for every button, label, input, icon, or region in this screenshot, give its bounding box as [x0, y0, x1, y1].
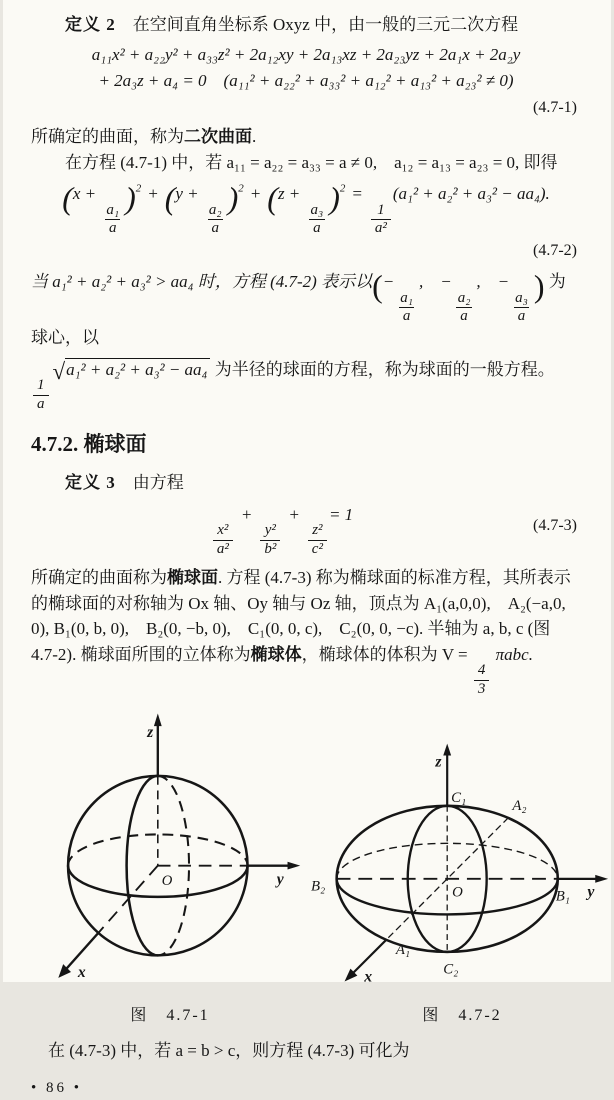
vertex-label-a1: A₁ — [395, 941, 411, 958]
equation-4-7-1-number: (4.7-1) — [533, 99, 577, 117]
eq3-rhs: = 1 — [328, 504, 354, 524]
y-axis-arrow — [288, 862, 301, 870]
z-axis-label: z — [435, 753, 442, 771]
squared-exponent: 2 — [135, 182, 142, 195]
x-axis-label: x — [77, 963, 86, 981]
definition-2-label: 定义 2 — [65, 15, 116, 34]
comma-separator: , — [476, 272, 498, 292]
closing-paragraph: 在 (4.7-3) 中，若 a = b > c，则方程 (4.7-3) 可化为 — [48, 1040, 410, 1060]
definition-3-paragraph — [31, 470, 581, 496]
figure-4-7-1-caption: 图 4.7-1 — [130, 1006, 210, 1024]
definition-2-paragraph — [31, 12, 581, 38]
sphere-meridian-front — [127, 776, 158, 955]
figure-4-7-1-sphere — [31, 708, 309, 996]
fraction-a1-a: $\frac{\text{a₁}}{a}$ — [400, 289, 413, 325]
x-axis-hidden — [98, 866, 158, 933]
plus-operator: + — [147, 184, 159, 204]
equation-4-7-2 — [31, 181, 581, 237]
figures-row — [31, 708, 595, 1028]
ellipsoid-description-paragraph — [31, 565, 581, 697]
rparen: ) — [533, 268, 545, 305]
fraction-y2-b2: $\frac{\text{y²}}{\text{b²}}$ — [260, 523, 280, 558]
ellipsoid-text-1: 所确定的曲面称为 — [31, 568, 167, 588]
comma-separator: , — [418, 272, 441, 292]
y-axis-label: y — [276, 871, 284, 889]
rparen: ) — [125, 180, 136, 217]
fraction-a2-a: $\frac{\text{a₂}}{a}$ — [457, 289, 471, 325]
definition-3-label: 定义 3 — [65, 473, 116, 492]
figure-4-7-2-container — [309, 740, 614, 1028]
rparen: ) — [227, 180, 239, 217]
y-axis-arrow — [595, 875, 608, 883]
equation-4-7-3-number: (4.7-3) — [533, 516, 577, 534]
textbook-page — [3, 0, 611, 1097]
z-axis-arrow — [443, 744, 451, 756]
lparen: ( — [267, 180, 278, 217]
equation-4-7-1 — [31, 42, 581, 95]
z-axis-label: z — [147, 723, 154, 741]
figure-4-7-2-ellipsoid — [309, 740, 614, 996]
quadric-post-text: . — [252, 127, 257, 147]
plus-operator: + — [249, 184, 262, 204]
fraction-z2-c2: $\frac{\text{z²}}{\text{c²}}$ — [308, 523, 327, 558]
equation-4-7-3 — [31, 502, 581, 558]
vertex-label-b1: B₁ — [555, 888, 570, 905]
sphere-condition-paragraph: 在方程 (4.7-1) 中，若 a₁₁ = a₂₂ = a₃₃ = a ≠ 0, a₁₂ = a₁₃ = a₂₃ = 0, 即得 — [65, 152, 558, 172]
ellipsoid-term: 椭球面 — [167, 568, 218, 588]
equation-4-7-1-line2: + 2a₃z + a₄ = 0 (a₁₁² + a₂₂² + a₃₃² + a₁₂² + a₁₃² + a₂₃² ≠ 0) — [98, 70, 514, 90]
minus-sign: − — [497, 272, 510, 292]
eq2-term-y: y + — [175, 184, 203, 204]
lparen: ( — [372, 268, 383, 305]
ellipsoid-text-2: . 方程 (4.7-3) 称为椭球面的标准方程，其所表示的椭球面的对称轴为 Ox 轴、Oy 轴与 Oz 轴，顶点为 A₁(a,0,0), A₂(−a,0, 0), B₁(0, b, 0), B₂(0, −b, 0), C₁(0, 0, c), C₂(0, 0, −c). 半轴为 a, b, c (图 4.7-2). 椭球面所围的立体称为 — [31, 568, 571, 664]
fraction-a2-a: $\frac{\text{a₂}}{a}$ — [208, 201, 222, 237]
fraction-a1-a: $\frac{\text{a₁}}{a}$ — [106, 201, 120, 237]
fraction-a3-a: $\frac{\text{a₃}}{a}$ — [310, 201, 324, 237]
ellipsoid-text-4: πabc. — [491, 644, 533, 664]
vertex-label-c1: C₁ — [451, 789, 467, 806]
fraction-a3-a: $\frac{\text{a₃}}{a}$ — [515, 289, 528, 325]
definition-2-text: 在空间直角坐标系 Oxyz 中，由一般的三元二次方程 — [115, 15, 519, 34]
minus-sign: − — [382, 272, 395, 292]
equation-4-7-1-line1: a₁₁x² + a₂₂y² + a₃₃z² + 2a₁₂xy + 2a₁₃xz + 2a₂₃yz + 2a₁x + 2a₂y — [91, 44, 521, 64]
rparen: ) — [329, 180, 340, 217]
ellipsoid-text-3: ，椭球体的体积为 V = — [301, 644, 472, 664]
z-axis-arrow — [154, 713, 162, 726]
definition-3-text: 由方程 — [115, 473, 184, 492]
vertex-label-c2: C₂ — [443, 961, 459, 978]
eq2-term-z: z + — [277, 184, 305, 204]
quadric-surface-term: 二次曲面 — [184, 127, 252, 147]
ellipsoid-solid-term: 椭球体 — [250, 644, 302, 664]
section-heading-4-7-2: 4.7.2. 椭球面 — [31, 431, 147, 456]
minus-sign: − — [440, 272, 452, 292]
equals-operator: = — [351, 184, 363, 204]
sphere-radius-tail: 为半径的球面的方程，称为球面的一般方程。 — [210, 359, 555, 379]
eq2-rhs-tail: (a₁² + a₂² + a₃² − aa₄). — [392, 184, 550, 204]
quadric-surface-paragraph — [31, 124, 581, 150]
x-axis-label: x — [364, 968, 373, 986]
figure-4-7-1-container — [31, 708, 309, 1028]
lparen: ( — [62, 180, 73, 217]
y-axis-label: y — [587, 883, 595, 901]
plus-operator: + — [240, 504, 253, 524]
sphere-center-post: 为球心，以 — [31, 272, 566, 348]
squared-exponent: 2 — [339, 182, 346, 195]
fraction-1-a: $\frac{1}{a}$ — [33, 378, 49, 413]
fraction-x2-a2: $\frac{\text{x²}}{\text{a²}}$ — [213, 523, 233, 558]
origin-label: O — [452, 884, 463, 901]
origin-label: O — [161, 873, 173, 890]
vertex-label-a2: A₂ — [512, 797, 527, 814]
lparen: ( — [164, 180, 176, 217]
fraction-4-3: $\frac{4}{3}$ — [474, 663, 490, 698]
page-number: • 86 • — [31, 1080, 83, 1097]
plus-operator: + — [288, 504, 300, 524]
equation-4-7-2-number: (4.7-2) — [533, 242, 577, 260]
squared-exponent: 2 — [238, 182, 244, 195]
sphere-center-paragraph — [31, 269, 581, 350]
radical-sign: √ — [52, 358, 66, 384]
quadric-pre-text: 所确定的曲面，称为 — [31, 127, 184, 147]
radicand-expression: a₁² + a₂² + a₃² − aa₄ — [65, 358, 210, 379]
figure-4-7-2-caption: 图 4.7-2 — [422, 1006, 502, 1024]
sphere-equator-front — [68, 866, 247, 897]
vertex-label-b2: B₂ — [310, 878, 326, 895]
sphere-radius-paragraph — [31, 357, 581, 413]
fraction-1-a2: $\frac{1}{\text{a²}}$ — [371, 203, 391, 238]
eq2-term-x: x + — [72, 184, 101, 204]
sphere-center-pre: 当 a₁² + a₂² + a₃² > aa₄ 时，方程 (4.7-2) 表示以 — [31, 272, 373, 292]
